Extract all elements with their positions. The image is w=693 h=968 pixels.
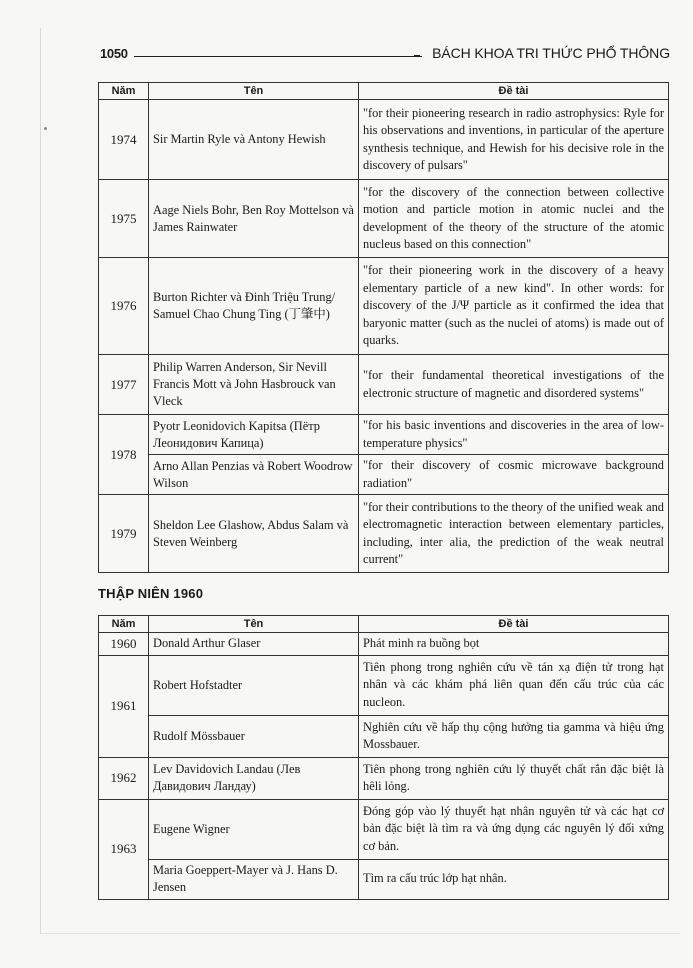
topic-cell: Đóng góp vào lý thuyết hạt nhân nguyên tử và các hạt cơ bản đặc biệt là tìm ra và ứng dụng các nguyên lý đối xứng cơ bản. <box>359 799 669 859</box>
laureate-cell: Philip Warren Anderson, Sir Nevill Francis Mott và John Hasbrouck van Vleck <box>149 355 359 415</box>
table-row <box>99 715 669 757</box>
header-rule-tick <box>414 55 420 57</box>
year-cell: 1961 <box>99 655 149 757</box>
nobel-table-1960s <box>98 615 669 900</box>
topic-cell: Phát minh ra buồng bọt <box>359 633 669 656</box>
column-header-topic: Đề tài <box>359 616 669 633</box>
year-cell: 1977 <box>99 355 149 415</box>
nobel-table-1970s <box>98 82 669 573</box>
table-row <box>99 655 669 715</box>
year-cell: 1960 <box>99 633 149 656</box>
page-margin-line <box>40 933 680 934</box>
laureate-cell: Sir Martin Ryle và Antony Hewish <box>149 100 359 180</box>
table-row <box>99 859 669 899</box>
table-row <box>99 495 669 573</box>
table-row <box>99 180 669 258</box>
topic-cell: Tiên phong trong nghiên cứu về tán xạ điện tử trong hạt nhân và các khám phá liên quan đến cấu trúc của các nucleon. <box>359 655 669 715</box>
year-cell: 1976 <box>99 258 149 355</box>
topic-cell: "for their fundamental theoretical investigations of the electronic structure of magnetic and disordered systems" <box>359 355 669 415</box>
laureate-cell: Maria Goeppert-Mayer và J. Hans D. Jensen <box>149 859 359 899</box>
year-cell: 1975 <box>99 180 149 258</box>
year-cell: 1974 <box>99 100 149 180</box>
year-cell: 1978 <box>99 415 149 495</box>
page-header <box>100 46 670 66</box>
column-header-year: Năm <box>99 616 149 633</box>
laureate-cell: Rudolf Mössbauer <box>149 715 359 757</box>
column-header-name: Tên <box>149 83 359 100</box>
laureate-cell: Robert Hofstadter <box>149 655 359 715</box>
table-row <box>99 799 669 859</box>
year-cell: 1962 <box>99 757 149 799</box>
laureate-cell: Lev Davidovich Landau (Лев Давидович Ландау) <box>149 757 359 799</box>
topic-cell: "for their contributions to the theory of the unified weak and electromagnetic interaction between elementary particles, including, inter alia, the prediction of the weak neutral current" <box>359 495 669 573</box>
topic-cell: "for their pioneering research in radio astrophysics: Ryle for his observations and inventions, in particular of the aperture synthesis technique, and Hewish for his decisive role in the discovery of pulsars" <box>359 100 669 180</box>
year-cell: 1963 <box>99 799 149 899</box>
scan-speck <box>44 127 47 130</box>
topic-cell: Tiên phong trong nghiên cứu lý thuyết chất rắn đặc biệt là hêli lỏng. <box>359 757 669 799</box>
table-row <box>99 415 669 455</box>
page-margin-line <box>40 28 41 933</box>
header-rule <box>134 56 422 57</box>
page-number: 1050 <box>100 46 128 61</box>
laureate-cell: Aage Niels Bohr, Ben Roy Mottelson và James Rainwater <box>149 180 359 258</box>
table-row <box>99 355 669 415</box>
book-title: BÁCH KHOA TRI THỨC PHỔ THÔNG <box>432 45 670 61</box>
column-header-year: Năm <box>99 83 149 100</box>
column-header-topic: Đề tài <box>359 83 669 100</box>
column-header-name: Tên <box>149 616 359 633</box>
topic-cell: "for their pioneering work in the discovery of a heavy elementary particle of a new kind". In other words: for discovery of the J/Ψ particle as it confirmed the idea that baryonic matter (such as the nuclei of atoms) is made out of quarks. <box>359 258 669 355</box>
laureate-cell: Sheldon Lee Glashow, Abdus Salam và Steven Weinberg <box>149 495 359 573</box>
topic-cell: Nghiên cứu về hấp thụ cộng hưởng tia gamma và hiệu ứng Mossbauer. <box>359 715 669 757</box>
section-heading: THẬP NIÊN 1960 <box>98 586 204 601</box>
table-row <box>99 455 669 495</box>
topic-cell: "for the discovery of the connection between collective motion and particle motion in atomic nuclei and the development of the theory of the structure of the atomic nucleus based on this connection" <box>359 180 669 258</box>
topic-cell: "for their discovery of cosmic microwave background radiation" <box>359 455 669 495</box>
table-row <box>99 633 669 656</box>
table-row <box>99 100 669 180</box>
laureate-cell: Donald Arthur Glaser <box>149 633 359 656</box>
laureate-cell: Arno Allan Penzias và Robert Woodrow Wilson <box>149 455 359 495</box>
laureate-cell: Burton Richter và Đinh Triệu Trung/ Samuel Chao Chung Ting (丁肇中) <box>149 258 359 355</box>
table-header-row <box>99 83 669 100</box>
laureate-cell: Pyotr Leonidovich Kapitsa (Пётр Леонидович Капица) <box>149 415 359 455</box>
table-row <box>99 258 669 355</box>
table-row <box>99 757 669 799</box>
topic-cell: Tìm ra cấu trúc lớp hạt nhân. <box>359 859 669 899</box>
year-cell: 1979 <box>99 495 149 573</box>
table-header-row <box>99 616 669 633</box>
laureate-cell: Eugene Wigner <box>149 799 359 859</box>
topic-cell: "for his basic inventions and discoveries in the area of low-temperature physics" <box>359 415 669 455</box>
